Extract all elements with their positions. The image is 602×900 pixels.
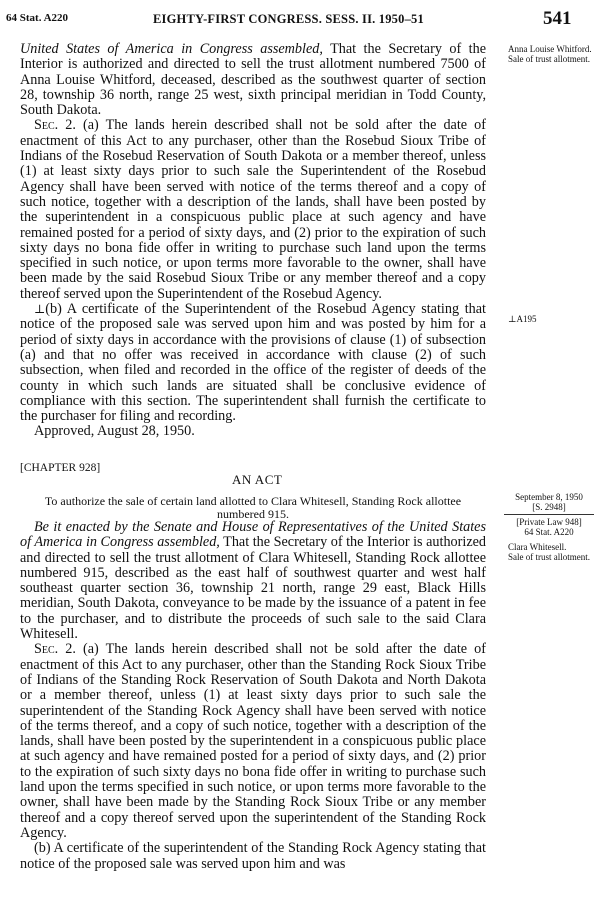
enacting-text-2: That the Secretary of the Interior is authorized and directed to sell the trust allotment of Clara Whitesell, Standing Rock allottee numbered 915, described as the east half of southwest quarter and west half southeast quarter section 36, township 21 north, range 29 east, Black Hills meridian, South Dakota, conveyance to be made by the issuance of a patent in fee to the purchaser, and to distribute the proceeds of such sale to the said Clara Whitesell. [20,534,487,643]
enacting-clause [20,520,486,642]
act-title: AN ACT [232,472,283,487]
section-2-paragraph [20,118,486,302]
margin-name-clara: Clara Whitesell. [508,542,567,552]
section-anna-whitford [20,42,486,440]
margin-subject-b: Sale of trust allotment. [508,552,590,562]
page-header [6,8,596,32]
subsection-b-text: (b) A certificate of the Superintendent of the Rosebud Agency stating that notice of the proposed sale was served upon him and was posted by him for a period of sixty days in accordance with the provisions of clause (1) of subsection (a) and that no offer was received in accordance with clause (2) of such subsection, when filed and recorded in the office of the register of deeds of the county in which such lands are situated shall be conclusive evidence of compliance with this section. The superintendent shall furnish the certificate to the purchaser for filing and recording. [20,301,486,425]
section-2-paragraph-2 [20,642,486,841]
margin-rule [504,514,594,515]
enacting-clause-continuation [20,42,486,118]
section-2-text-2: (a) The lands herein described shall not be sold after the date of enactment of this Act to any purchaser, other than the Standing Rock Sioux Tribe of Indians of the Standing Rock Reservation of South Dakota and North Dakota or a member thereof, unless (1) at least sixty days prior to such sale the superintendent of the Standing Rock Agency shall have been served with notice of the terms thereof, and a copy of such notice, together with a description of the lands, shall have been posted by the superintendent in a conspicuous public place at such agency and have remained posted for a period of sixty days, and (2) prior to the expiration of such sixty days no bona fide offer in writing to purchase such land upon the terms specified in such notice, or upon terms more favorable to the owner, shall have been made by the Standing Rock Sioux Tribe or any member thereof and a copy thereof served upon the superintendent of the Standing Rock Agency. [20,641,486,841]
margin-subject-a: Sale of trust allotment. [508,54,590,64]
subsection-b-paragraph-2: (b) A certificate of the superintendent of the Standing Rock Agency stating that notice of the proposed sale was served upon him and was [20,840,486,872]
margin-stat: 64 Stat. A220 [524,527,574,537]
enacting-italic-2: Be it enacted by the Senate and House of Representatives of the United States of America in Congress assembled, [20,519,486,551]
margin-date: September 8, 1950 [515,492,583,502]
margin-page-mark: ⊥A195 [508,314,537,324]
section-label-2: Sec. 2. [34,641,76,658]
enacting-text: That the Secretary of the Interior is authorized and directed to sell the trust allotment numbered 7500 of Anna Louise Whitford, deceased, described as the southwest quarter of section 28, township 36 north, range 25 west, sixth principal meridian in Todd County, South Dakota. [20,41,486,119]
chapter-number: [CHAPTER 928] [20,462,101,474]
margin-private-law: [Private Law 948] [516,517,582,527]
subsection-b-paragraph [20,302,486,424]
section-2-text: (a) The lands herein described shall not be sold after the date of enactment of this Act to any purchaser, other than the Rosebud Sioux Tribe of Indians of the Rosebud Reservation of South Dakota or a member thereof, unless (1) at least sixty days prior to such sale the Superintendent of the Rosebud Agency shall have been served with notice of the terms thereof and a copy of such notice, together with a description of the lands, shall have been posted by the superintendent in a conspicuous public place at such agency and have remained posted for a period of sixty days, and (2) prior to the expiration of such sixty days no bona fide offer in writing to purchase such land upon the terms specified in such notice, or upon terms more favorable to the owner, shall have been made by the said Rosebud Sioux Tribe or any member thereof and a copy thereof served upon the Superintendent of the Rosebud Agency. [20,117,486,302]
running-title: EIGHTY-FIRST CONGRESS. SESS. II. 1950–51 [153,12,424,26]
margin-bill-number: [S. 2948] [532,502,566,512]
page-break-mark: ⊥ [34,302,46,317]
margin-name-anna: Anna Louise Whitford. [508,44,592,54]
section-clara-whitesell [20,520,486,872]
section-label: Sec. 2. [34,117,76,134]
approval-line: Approved, August 28, 1950. [34,423,195,440]
enacting-italic: United States of America in Congress assembled, [20,41,323,57]
page-number: 541 [543,8,572,29]
act-purpose: To authorize the sale of certain land allotted to Clara Whitesell, Standing Rock allottee numbered 915. [44,494,462,521]
statute-reference: 64 Stat. A220 [6,12,69,24]
